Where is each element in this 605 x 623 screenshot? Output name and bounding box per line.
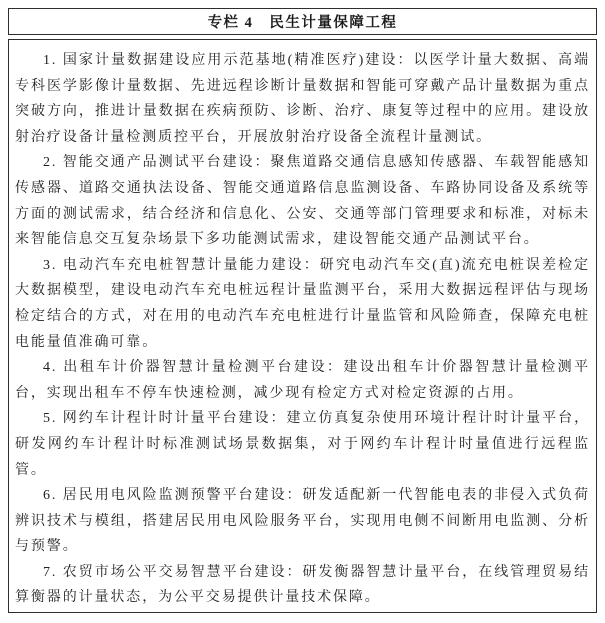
panel-body bbox=[8, 39, 597, 613]
paragraph-item-3: 3. 电动汽车充电桩智慧计量能力建设：研究电动汽车交(直)流充电桩误差检定大数据模型，建设电动汽车充电桩远程计量监测平台，采用大数据远程评估与现场检定结合的方式，对在用的电动汽车充电桩进行计量监管和风险筛查，保障充电桩电能量值准确可靠。 bbox=[15, 257, 590, 350]
panel-title: 专栏 4 民生计量保障工程 bbox=[207, 15, 398, 31]
paragraph-item-5: 5. 网约车计程计时计量平台建设：建立仿真复杂使用环境计程计时计量平台，研发网约车计程计时标准测试场景数据集，对于网约车计程计时量值进行远程监管。 bbox=[15, 411, 590, 478]
paragraph-item-6: 6. 居民用电风险监测预警平台建设：研发适配新一代智能电表的非侵入式负荷辨识技术与模组，搭建居民用电风险服务平台，实现用电侧不间断用电监测、分析与预警。 bbox=[15, 488, 590, 555]
panel-title-bar bbox=[8, 8, 597, 35]
paragraph-item-2: 2. 智能交通产品测试平台建设：聚焦道路交通信息感知传感器、车载智能感知传感器、道路交通执法设备、智能交通道路信息监测设备、车路协同设备及系统等方面的测试需求，结合经济和信息化、公安、交通等部门管理要求和标准，对标未来智能信息交互复杂场景下多功能测试需求，建设智能交通产品测试平台。 bbox=[15, 155, 590, 248]
paragraph-item-1: 1. 国家计量数据建设应用示范基地(精准医疗)建设：以医学计量大数据、高端专科医学影像计量数据、先进远程诊断计量数据和智能可穿戴产品计量数据为重点突破方向，推进计量数据在疾病预防、诊断、治疗、康复等过程中的应用。建设放射治疗设备计量检测质控平台，开展放射治疗设备全流程计量测试。 bbox=[15, 53, 590, 145]
paragraph-item-7: 7. 农贸市场公平交易智慧平台建设：研发衡器智慧计量平台，在线管理贸易结算衡器的计量状态，为公平交易提供计量技术保障。 bbox=[15, 564, 590, 606]
paragraph-item-4: 4. 出租车计价器智慧计量检测平台建设：建设出租车计价器智慧计量检测平台，实现出租车不停车快速检测，减少现有检定方式对检定资源的占用。 bbox=[15, 360, 590, 401]
